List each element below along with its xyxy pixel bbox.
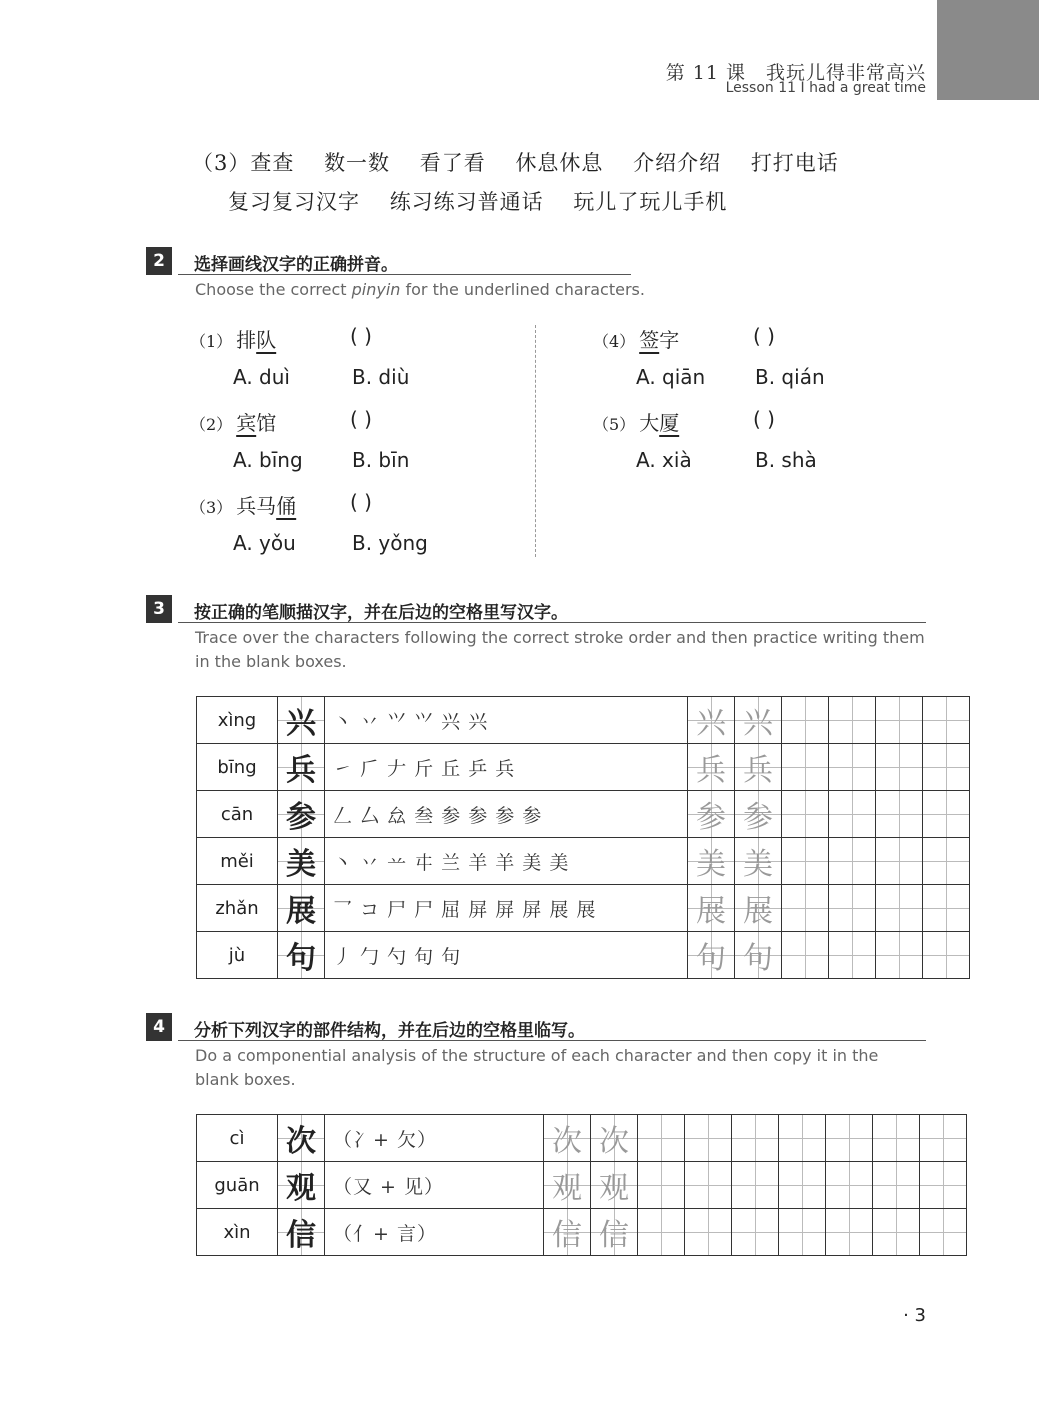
question-text: 排 xyxy=(236,328,257,352)
stroke-order-cell: 丶 丷 ⺍ 𭕄 兴 兴 xyxy=(325,697,688,744)
pinyin-cell: bīng xyxy=(197,744,278,791)
ex1-item: 打打电话 xyxy=(750,151,839,175)
section-3-number: 3 xyxy=(146,595,172,623)
model-char-cell: 美 xyxy=(278,838,325,885)
blank-practice-box[interactable] xyxy=(685,1162,732,1209)
section-3-title-en: Trace over the characters following the correct stroke order and then practice writing them in the blank boxes. xyxy=(195,628,925,671)
trace-char-cell[interactable]: 兵 xyxy=(735,744,782,791)
blank-practice-box[interactable] xyxy=(638,1209,685,1256)
blank-practice-box[interactable] xyxy=(732,1162,779,1209)
blank-practice-box[interactable] xyxy=(920,1209,967,1256)
question-4 xyxy=(593,324,679,353)
section-4-title-cn: 分析下列汉字的部件结构，并在后边的空格里临写。 xyxy=(194,1021,585,1041)
option-a[interactable]: A. yǒu xyxy=(233,531,296,555)
trace-char-cell[interactable]: 句 xyxy=(735,932,782,979)
question-number: （4） xyxy=(593,332,636,351)
question-text: 大 xyxy=(639,411,660,435)
blank-practice-box[interactable] xyxy=(920,1162,967,1209)
blank-practice-box[interactable] xyxy=(638,1115,685,1162)
practice-row xyxy=(197,744,970,791)
question-text: 兵马 xyxy=(236,494,277,518)
blank-practice-box[interactable] xyxy=(923,744,970,791)
question-number: （3） xyxy=(190,498,233,517)
trace-char-cell[interactable]: 观 xyxy=(591,1162,638,1209)
blank-practice-box[interactable] xyxy=(638,1162,685,1209)
trace-char-cell[interactable]: 次 xyxy=(544,1115,591,1162)
column-divider xyxy=(535,325,536,557)
option-a[interactable]: A. duì xyxy=(233,365,290,389)
blank-practice-box[interactable] xyxy=(826,1209,873,1256)
model-char-cell: 兵 xyxy=(278,744,325,791)
stroke-order-cell: 丿 勹 勺 句 句 xyxy=(325,932,688,979)
section-2-rule xyxy=(178,274,631,275)
section-4-rule xyxy=(178,1040,926,1041)
trace-char-cell[interactable]: 句 xyxy=(688,932,735,979)
question-number: （5） xyxy=(593,415,636,434)
ex1-item: 复习复习汉字 xyxy=(228,190,360,214)
blank-practice-box[interactable] xyxy=(876,791,923,838)
blank-practice-box[interactable] xyxy=(782,697,829,744)
question-number: （2） xyxy=(190,415,233,434)
blank-practice-box[interactable] xyxy=(923,697,970,744)
pinyin-cell: cì xyxy=(197,1115,278,1162)
practice-row xyxy=(197,932,970,979)
blank-practice-box[interactable] xyxy=(873,1209,920,1256)
blank-practice-box[interactable] xyxy=(779,1115,826,1162)
question-text: 馆 xyxy=(256,411,277,435)
blank-practice-box[interactable] xyxy=(685,1209,732,1256)
question-5 xyxy=(593,407,679,436)
model-char-cell: 兴 xyxy=(278,697,325,744)
blank-practice-box[interactable] xyxy=(876,744,923,791)
practice-row xyxy=(197,1115,967,1162)
instr-italic: pinyin xyxy=(351,280,401,299)
ex1-line1 xyxy=(192,147,861,177)
pinyin-cell: cān xyxy=(197,791,278,838)
trace-char-cell[interactable]: 次 xyxy=(591,1115,638,1162)
underlined-char: 厦 xyxy=(659,411,680,435)
ex1-item: 练习练习普通话 xyxy=(389,190,544,214)
blank-practice-box[interactable] xyxy=(829,932,876,979)
pinyin-cell: xìng xyxy=(197,697,278,744)
blank-practice-box[interactable] xyxy=(685,1115,732,1162)
ex1-item: 玩儿了玩儿手机 xyxy=(573,190,728,214)
practice-row xyxy=(197,697,970,744)
question-1 xyxy=(190,324,276,353)
component-table xyxy=(196,1114,967,1256)
components-cell: （冫+ 欠） xyxy=(325,1115,544,1162)
components-cell: （亻+ 言） xyxy=(325,1209,544,1256)
page-number: · 3 xyxy=(903,1305,926,1326)
answer-blank[interactable]: ( ) xyxy=(350,490,372,514)
stroke-order-cell: 丶 丷 䒑 㐄 兰 羊 羊 美 美 xyxy=(325,838,688,885)
trace-char-cell[interactable]: 展 xyxy=(688,885,735,932)
answer-blank[interactable]: ( ) xyxy=(753,407,775,431)
section-3-title-cn: 按正确的笔顺描汉字，并在后边的空格里写汉字。 xyxy=(194,603,568,623)
option-a[interactable]: A. bīng xyxy=(233,448,303,472)
question-2 xyxy=(190,407,276,436)
option-b[interactable]: B. shà xyxy=(755,448,817,472)
blank-practice-box[interactable] xyxy=(873,1115,920,1162)
model-char-cell: 次 xyxy=(278,1115,325,1162)
model-char-cell: 观 xyxy=(278,1162,325,1209)
trace-char-cell[interactable]: 参 xyxy=(735,791,782,838)
model-char-cell: 参 xyxy=(278,791,325,838)
underlined-char: 宾 xyxy=(236,411,257,435)
question-3 xyxy=(190,490,296,519)
instr-text: for the underlined characters. xyxy=(400,280,645,299)
blank-practice-box[interactable] xyxy=(732,1209,779,1256)
pinyin-cell: xìn xyxy=(197,1209,278,1256)
stroke-order-table xyxy=(196,696,970,979)
answer-blank[interactable]: ( ) xyxy=(350,407,372,431)
blank-practice-box[interactable] xyxy=(876,932,923,979)
blank-practice-box[interactable] xyxy=(923,885,970,932)
practice-row xyxy=(197,791,970,838)
blank-practice-box[interactable] xyxy=(782,791,829,838)
blank-practice-box[interactable] xyxy=(876,885,923,932)
option-a[interactable]: A. qiān xyxy=(636,365,706,389)
pinyin-cell: zhǎn xyxy=(197,885,278,932)
blank-practice-box[interactable] xyxy=(826,1162,873,1209)
stroke-order-cell: 乛 コ 尸 尸 屈 屏 屏 屏 展 展 xyxy=(325,885,688,932)
practice-row xyxy=(197,885,970,932)
stroke-order-cell: 𠃋 厶 厽 叁 参 参 参 参 xyxy=(325,791,688,838)
ex1-item: 看了看 xyxy=(419,151,486,175)
practice-row xyxy=(197,1209,967,1256)
ex1-item: 数一数 xyxy=(324,151,391,175)
underlined-char: 签 xyxy=(639,328,660,352)
practice-row xyxy=(197,1162,967,1209)
section-4-number: 4 xyxy=(146,1013,172,1041)
blank-practice-box[interactable] xyxy=(826,1115,873,1162)
blank-practice-box[interactable] xyxy=(782,744,829,791)
trace-char-cell[interactable]: 兴 xyxy=(688,697,735,744)
trace-char-cell[interactable]: 兵 xyxy=(688,744,735,791)
ex1-item: 休息休息 xyxy=(515,151,604,175)
blank-practice-box[interactable] xyxy=(829,791,876,838)
blank-practice-box[interactable] xyxy=(876,838,923,885)
blank-practice-box[interactable] xyxy=(829,744,876,791)
model-char-cell: 信 xyxy=(278,1209,325,1256)
blank-practice-box[interactable] xyxy=(876,697,923,744)
option-a[interactable]: A. xià xyxy=(636,448,692,472)
ex1-item: 介绍介绍 xyxy=(633,151,722,175)
corner-tab xyxy=(937,0,1039,100)
section-2-title-cn: 选择画线汉字的正确拼音。 xyxy=(194,255,398,275)
model-char-cell: 句 xyxy=(278,932,325,979)
trace-char-cell[interactable]: 参 xyxy=(688,791,735,838)
option-b[interactable]: B. yǒng xyxy=(352,531,428,555)
instr-text: Choose the correct xyxy=(195,280,352,299)
trace-char-cell[interactable]: 观 xyxy=(544,1162,591,1209)
section-4-title-en: Do a componential analysis of the structure of each character and then copy it in the blank boxes. xyxy=(195,1046,879,1089)
section-2-number: 2 xyxy=(146,247,172,275)
ex1-line2 xyxy=(228,186,749,216)
option-b[interactable]: B. qián xyxy=(755,365,825,389)
underlined-char: 队 xyxy=(256,328,277,352)
answer-blank[interactable]: ( ) xyxy=(753,324,775,348)
practice-row xyxy=(197,838,970,885)
trace-char-cell[interactable]: 信 xyxy=(591,1209,638,1256)
trace-char-cell[interactable]: 兴 xyxy=(735,697,782,744)
blank-practice-box[interactable] xyxy=(782,885,829,932)
option-b[interactable]: B. bīn xyxy=(352,448,410,472)
option-b[interactable]: B. diù xyxy=(352,365,410,389)
blank-practice-box[interactable] xyxy=(829,885,876,932)
trace-char-cell[interactable]: 美 xyxy=(688,838,735,885)
pinyin-cell: jù xyxy=(197,932,278,979)
blank-practice-box[interactable] xyxy=(779,1209,826,1256)
lesson-title-en: Lesson 11 I had a great time xyxy=(725,80,926,96)
question-text: 字 xyxy=(659,328,680,352)
answer-blank[interactable]: ( ) xyxy=(350,324,372,348)
trace-char-cell[interactable]: 美 xyxy=(735,838,782,885)
blank-practice-box[interactable] xyxy=(829,838,876,885)
blank-practice-box[interactable] xyxy=(873,1162,920,1209)
trace-char-cell[interactable]: 展 xyxy=(735,885,782,932)
stroke-order-cell: ㇀ 𠂆 𠂇 斤 丘 乒 兵 xyxy=(325,744,688,791)
trace-char-cell[interactable]: 信 xyxy=(544,1209,591,1256)
pinyin-cell: guān xyxy=(197,1162,278,1209)
blank-practice-box[interactable] xyxy=(923,932,970,979)
components-cell: （又 + 见） xyxy=(325,1162,544,1209)
ex1-item: （3）查查 xyxy=(192,151,295,175)
blank-practice-box[interactable] xyxy=(732,1115,779,1162)
blank-practice-box[interactable] xyxy=(923,791,970,838)
section-2-title-en xyxy=(195,278,645,302)
question-number: （1） xyxy=(190,332,233,351)
model-char-cell: 展 xyxy=(278,885,325,932)
pinyin-cell: měi xyxy=(197,838,278,885)
section-3-rule xyxy=(178,622,926,623)
underlined-char: 俑 xyxy=(276,494,297,518)
blank-practice-box[interactable] xyxy=(782,932,829,979)
lesson-title-cn: 第 11 课 我玩儿得非常高兴 xyxy=(665,62,926,84)
blank-practice-box[interactable] xyxy=(923,838,970,885)
blank-practice-box[interactable] xyxy=(779,1162,826,1209)
blank-practice-box[interactable] xyxy=(829,697,876,744)
blank-practice-box[interactable] xyxy=(782,838,829,885)
blank-practice-box[interactable] xyxy=(920,1115,967,1162)
